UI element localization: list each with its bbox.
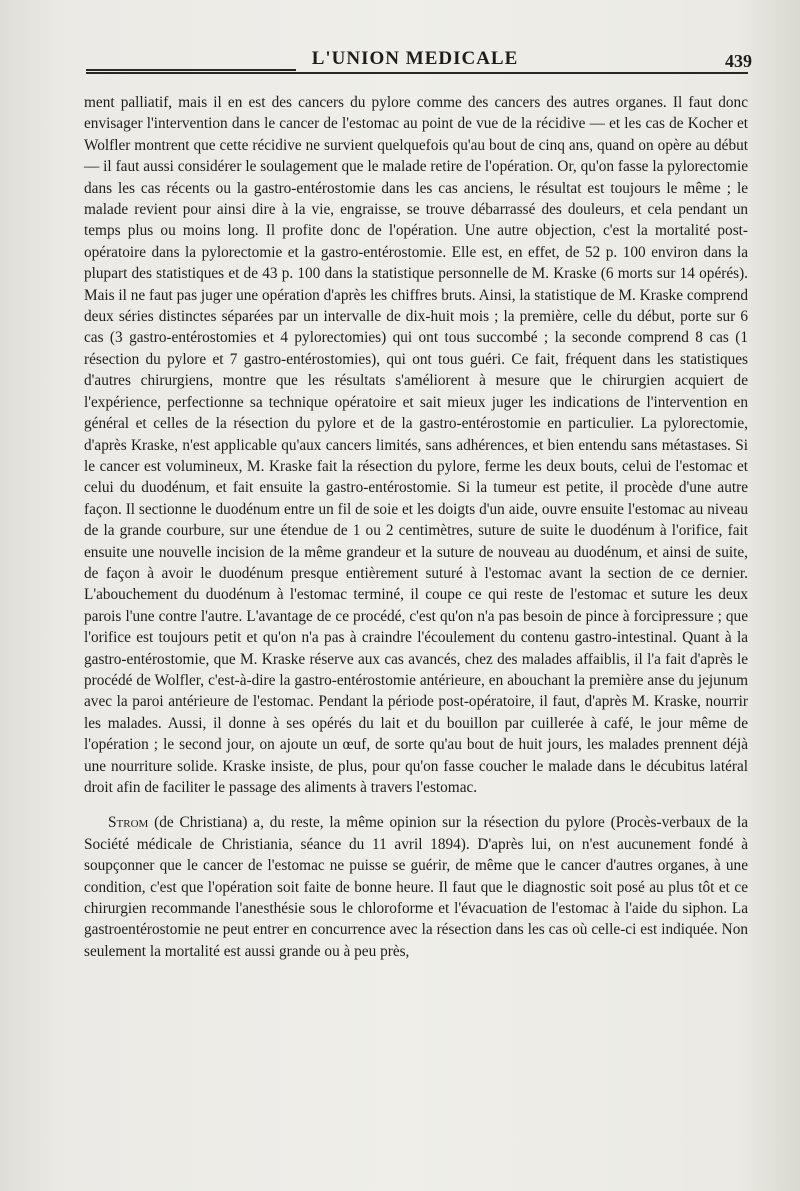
article-body [84,92,748,962]
paragraph-2-text: (de Christiana) a, du reste, la même opinion sur la résection du pylore (Procès-verbaux de la Société médicale de Christiania, séance du 11 avril 1894). D'après lui, on n'est aucunement fondé à soupçonner que le cancer de l'estomac ne puisse se guérir, de même que le cancer d'autres organes, à une condition, c'est que l'opération soit faite de bonne heure. Il faut que le diagnostic soit posé au plus tôt et ce chirurgien recommande l'anesthésie sous le chloroforme et l'évacuation de l'estomac à l'aide du siphon. La gastroentérostomie ne peut entrer en concurrence avec la résection dans les cas où celle-ci est indiquée. Non seulement la mortalité est aussi grande ou à peu près, [84,814,748,960]
running-title: L'UNION MEDICALE [311,48,519,69]
page-number: 439 [725,51,752,71]
header-rule-left [86,69,296,71]
paragraph-1: ment palliatif, mais il en est des cancers du pylore comme des cancers des autres organes. Il faut donc envisager l'intervention dans le cancer de l'estomac au point de vue de la récidive — et les cas de Kocher et Wolfler montrent que cette récidive ne survient quelquefois qu'au bout de cinq ans, quand on opère au début — il faut aussi considérer le soulagement que le malade retire de l'opération. Or, qu'on fasse la pylorectomie dans les cas récents ou la gastro-entérostomie dans les cas anciens, le résultat est toujours le même ; le malade revient pour ainsi dire à la vie, engraisse, se trouve débarrassé des douleurs, et cela pendant un temps plus ou moins long. Il profite donc de l'opération. Une autre objection, c'est la mortalité post-opératoire dans la pylorectomie et la gastro-entérostomie. Elle est, en effet, de 52 p. 100 environ dans la plupart des statistiques et de 43 p. 100 dans la statistique personnelle de M. Kraske (6 morts sur 14 opérés). Mais il ne faut pas juger une opération d'après les chiffres bruts. Ainsi, la statistique de M. Kraske comprend deux séries distinctes séparées par un intervalle de dix-huit mois ; la première, celle du début, porte sur 6 cas (3 gastro-entérostomies et 4 pylorectomies) qui ont tous succombé ; la seconde comprend 8 cas (1 résection du pylore et 7 gastro-entérostomies), qui ont tous guéri. Ce fait, fréquent dans les statistiques d'autres chirurgiens, montre que les résultats s'améliorent à mesure que le chirurgien acquiert de l'expérience, perfectionne sa technique opératoire et sait mieux juger les indications de l'intervention en général et celles de la résection du pylore et de la gastro-entérostomie en particulier. La pylorectomie, d'après Kraske, n'est applicable qu'aux cancers limités, sans adhérences, et bien entendu sans métastases. Si le cancer est volumineux, M. Kraske fait la résection du pylore, ferme les deux bouts, celui de l'estomac et celui du duodénum, et fait ensuite la gastro-entérostomie. Si la tumeur est petite, il procède d'une autre façon. Il sectionne le duodénum entre un fil de soie et les doigts d'un aide, ouvre ensuite l'estomac au niveau de la grande courbure, sur une étendue de 1 ou 2 centimètres, suture de suite le duodénum à l'orifice, fait ensuite une nouvelle incision de la même grandeur et la suture de nouveau au duodénum, et ainsi de suite, de façon à avoir le duodénum presque entièrement suturé à l'estomac avant la section de ce dernier. L'abouchement du duodénum à l'estomac terminé, il coupe ce qui reste de l'estomac et suture les deux parois l'une contre l'autre. L'avantage de ce procédé, c'est qu'on n'a pas besoin de pince à forcipressure ; que l'orifice est toujours petit et qu'on n'a pas à craindre l'écoulement du contenu gastro-intestinal. Quant à la gastro-entérostomie, que M. Kraske réserve aux cas avancés, chez des malades affaiblis, il l'a fait d'après le procédé de Wolfler, c'est-à-dire la gastro-entérostomie antérieure, en abouchant la première anse du jejunum avec la paroi antérieure de l'estomac. Pendant la période post-opératoire, il faut, d'après M. Kraske, nourrir les malades. Aussi, il donne à ses opérés du lait et du bouillon par cuillerée à café, le jour même de l'opération ; le second jour, on ajoute un œuf, de sorte qu'au bout de huit jours, les malades prennent déjà une nourriture solide. Kraske insiste, de plus, pour qu'on fasse coucher le malade dans le décubitus latéral droit afin de faciliter le passage des aliments à travers l'estomac. [84,94,748,796]
header-rule [86,72,748,74]
author-name-strom: Strom [108,814,149,832]
paragraph-2 [84,812,748,962]
